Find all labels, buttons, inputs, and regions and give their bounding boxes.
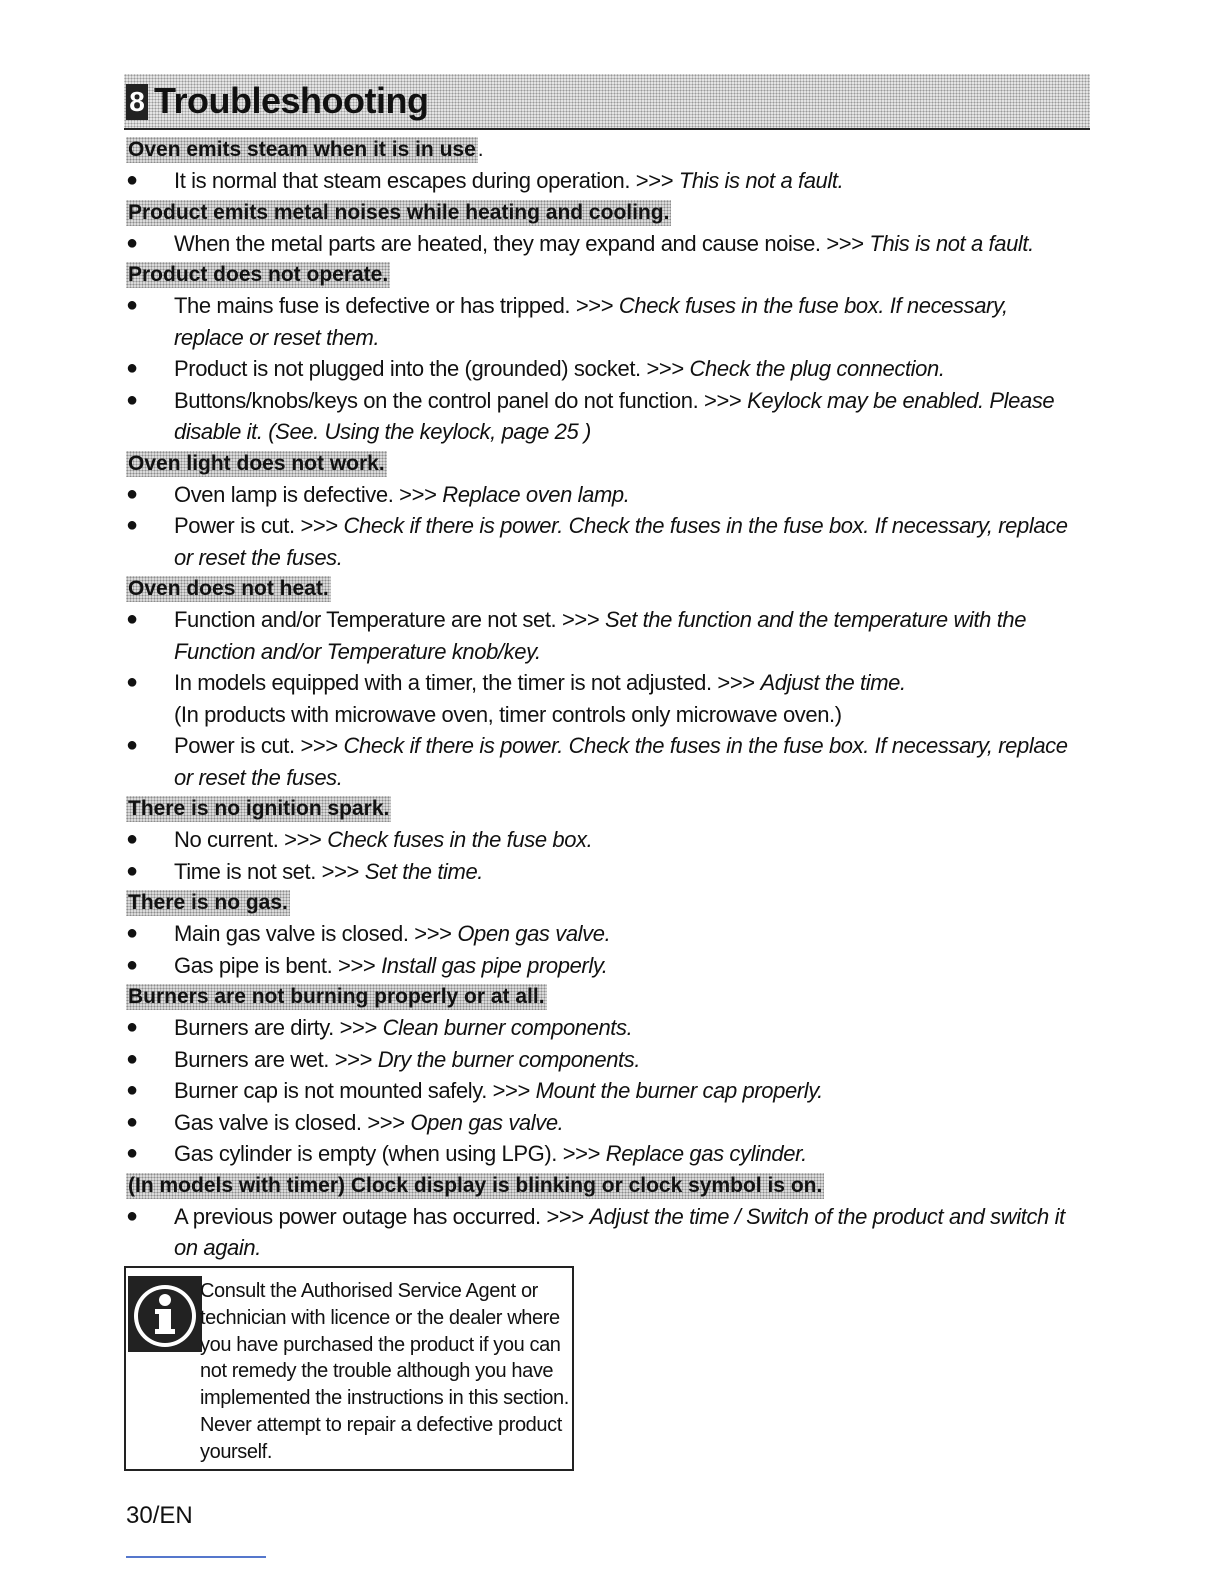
cause-text: In models equipped with a timer, the timer is not adjusted. >>> xyxy=(174,670,761,695)
cause-text: When the metal parts are heated, they may expand and cause noise. >>> xyxy=(174,230,870,256)
remedy-text: Set the function and the temperature with the Function and/or Temperature knob/key. xyxy=(174,607,1027,664)
problem-title: (In models with timer) Clock display is blinking or clock symbol is on. xyxy=(128,1173,823,1197)
footer-rule xyxy=(126,1556,266,1558)
cause-text: Burner cap is not mounted safely. >>> xyxy=(174,1078,536,1103)
problem-title-suffix: . xyxy=(477,138,484,161)
cause-text: Power is cut. >>> xyxy=(174,733,344,758)
bullet-icon: ● xyxy=(126,671,138,693)
bullet-icon: ● xyxy=(126,482,138,505)
cause-text: Gas valve is closed. >>> xyxy=(174,1109,411,1135)
cause-text: The mains fuse is defective or has tripped. >>> xyxy=(174,293,619,318)
remedy-text: Check fuses in the fuse box. If necessary, replace or reset them. xyxy=(174,293,1008,350)
remedy-text: Mount the burner cap properly. xyxy=(535,1078,823,1103)
chapter-title: Troubleshooting xyxy=(154,80,429,121)
cause-text: Time is not set. >>> xyxy=(174,858,365,884)
troubleshooting-list xyxy=(126,134,1076,1264)
list-item xyxy=(126,165,1076,197)
cause-text: Burners are dirty. >>> xyxy=(174,1015,383,1040)
remedy-text: Check fuses in the fuse box. xyxy=(327,827,593,852)
problem-heading xyxy=(126,134,1076,165)
list-item xyxy=(126,1107,1076,1139)
service-notice-box xyxy=(124,1266,574,1471)
problem-title: Oven emits steam when it is in use xyxy=(128,138,476,161)
problem-heading xyxy=(126,259,1076,290)
remedy-text: Install gas pipe properly. xyxy=(381,952,608,978)
list-item xyxy=(126,604,1076,667)
bullet-icon: ● xyxy=(126,1110,138,1133)
list-item xyxy=(126,856,1076,888)
problem-title: There is no gas. xyxy=(128,891,288,914)
problem-heading xyxy=(126,1170,1076,1201)
list-item xyxy=(126,950,1076,982)
problem-title: There is no ignition spark. xyxy=(128,797,390,820)
problem-title: Oven does not heat. xyxy=(128,577,329,600)
list-item xyxy=(126,479,1076,511)
remedy-text: Keylock may be enabled. Please disable it. (See. Using the keylock, page 25 ) xyxy=(174,387,1055,444)
problem-heading xyxy=(126,448,1076,479)
remedy-text: Check if there is power. Check the fuses in the fuse box. If necessary, replace or reset the fuses. xyxy=(174,513,1068,570)
remedy-text: Check if there is power. Check the fuses in the fuse box. If necessary, replace or reset the fuses. xyxy=(174,733,1068,790)
list-item xyxy=(126,1201,1076,1264)
bullet-icon: ● xyxy=(126,1079,138,1101)
list-item xyxy=(126,730,1076,793)
cause-text: Gas pipe is bent. >>> xyxy=(174,952,382,978)
bullet-icon: ● xyxy=(126,231,138,254)
cause-text: Function and/or Temperature are not set. >>> xyxy=(174,607,606,632)
notice-text: Consult the Authorised Service Agent or technician with licence or the dealer where you have purchased the product if you can not remedy the trouble although you have implemented the instructions in this section. Never attempt to repair a defective product yourself. xyxy=(200,1280,569,1463)
bullet-icon: ● xyxy=(126,514,138,536)
remedy-note: (In products with microwave oven, timer controls only microwave oven.) xyxy=(174,701,842,727)
cause-text: Main gas valve is closed. >>> xyxy=(174,921,458,946)
remedy-text: Open gas valve. xyxy=(457,921,611,946)
remedy-text: Adjust the time. xyxy=(760,670,906,695)
cause-text: Burners are wet. >>> xyxy=(174,1046,378,1072)
remedy-text: Replace oven lamp. xyxy=(442,481,630,507)
cause-text: Power is cut. >>> xyxy=(174,513,344,538)
bullet-icon: ● xyxy=(126,1204,138,1227)
list-item xyxy=(126,385,1076,448)
bullet-icon: ● xyxy=(126,1047,138,1070)
chapter-header xyxy=(124,74,1090,130)
bullet-icon: ● xyxy=(126,859,138,882)
problem-heading xyxy=(126,573,1076,604)
list-item xyxy=(126,290,1076,353)
remedy-text: Clean burner components. xyxy=(382,1015,633,1040)
bullet-icon: ● xyxy=(126,608,138,630)
bullet-icon: ● xyxy=(126,388,138,411)
bullet-icon: ● xyxy=(126,294,138,316)
problem-title: Product does not operate. xyxy=(128,263,389,286)
cause-text: No current. >>> xyxy=(174,827,328,852)
bullet-icon: ● xyxy=(126,734,138,756)
remedy-text: Replace gas cylinder. xyxy=(605,1141,807,1166)
cause-text: It is normal that steam escapes during operation. >>> xyxy=(174,168,679,193)
problem-title: Oven light does not work. xyxy=(128,451,385,475)
problem-title: Burners are not burning properly or at all. xyxy=(128,985,545,1008)
list-item xyxy=(126,1012,1076,1044)
remedy-text: This is not a fault. xyxy=(869,230,1034,256)
bullet-icon: ● xyxy=(126,1142,138,1164)
remedy-text: Open gas valve. xyxy=(410,1109,564,1135)
chapter-number: 8 xyxy=(126,84,148,120)
remedy-text: This is not a fault. xyxy=(678,168,844,193)
cause-text: A previous power outage has occurred. >>> xyxy=(174,1203,590,1229)
bullet-icon: ● xyxy=(126,169,138,191)
list-item xyxy=(126,1075,1076,1107)
cause-text: Gas cylinder is empty (when using LPG). >>> xyxy=(174,1141,606,1166)
remedy-text: Adjust the time / Switch of the product and switch it on again. xyxy=(174,1203,1065,1260)
bullet-icon: ● xyxy=(126,953,138,976)
problem-heading xyxy=(126,197,1076,228)
page-number: 30/EN xyxy=(126,1502,193,1529)
problem-title: Product emits metal noises while heating and cooling. xyxy=(128,200,670,224)
list-item xyxy=(126,510,1076,573)
list-item xyxy=(126,353,1076,385)
list-item xyxy=(126,228,1076,260)
info-icon xyxy=(128,1276,202,1352)
bullet-icon: ● xyxy=(126,1016,138,1038)
remedy-text: Dry the burner components. xyxy=(377,1046,641,1072)
problem-heading xyxy=(126,793,1076,824)
remedy-text: Set the time. xyxy=(364,858,484,884)
list-item xyxy=(126,918,1076,950)
list-item xyxy=(126,667,1076,730)
cause-text: Product is not plugged into the (grounded) socket. >>> xyxy=(174,356,690,381)
bullet-icon: ● xyxy=(126,828,138,850)
bullet-icon: ● xyxy=(126,357,138,379)
problem-heading xyxy=(126,981,1076,1012)
cause-text: Buttons/knobs/keys on the control panel do not function. >>> xyxy=(174,387,748,413)
list-item xyxy=(126,824,1076,856)
list-item xyxy=(126,1044,1076,1076)
remedy-text: Check the plug connection. xyxy=(689,356,945,381)
bullet-icon: ● xyxy=(126,922,138,944)
list-item xyxy=(126,1138,1076,1170)
cause-text: Oven lamp is defective. >>> xyxy=(174,481,443,507)
problem-heading xyxy=(126,887,1076,918)
